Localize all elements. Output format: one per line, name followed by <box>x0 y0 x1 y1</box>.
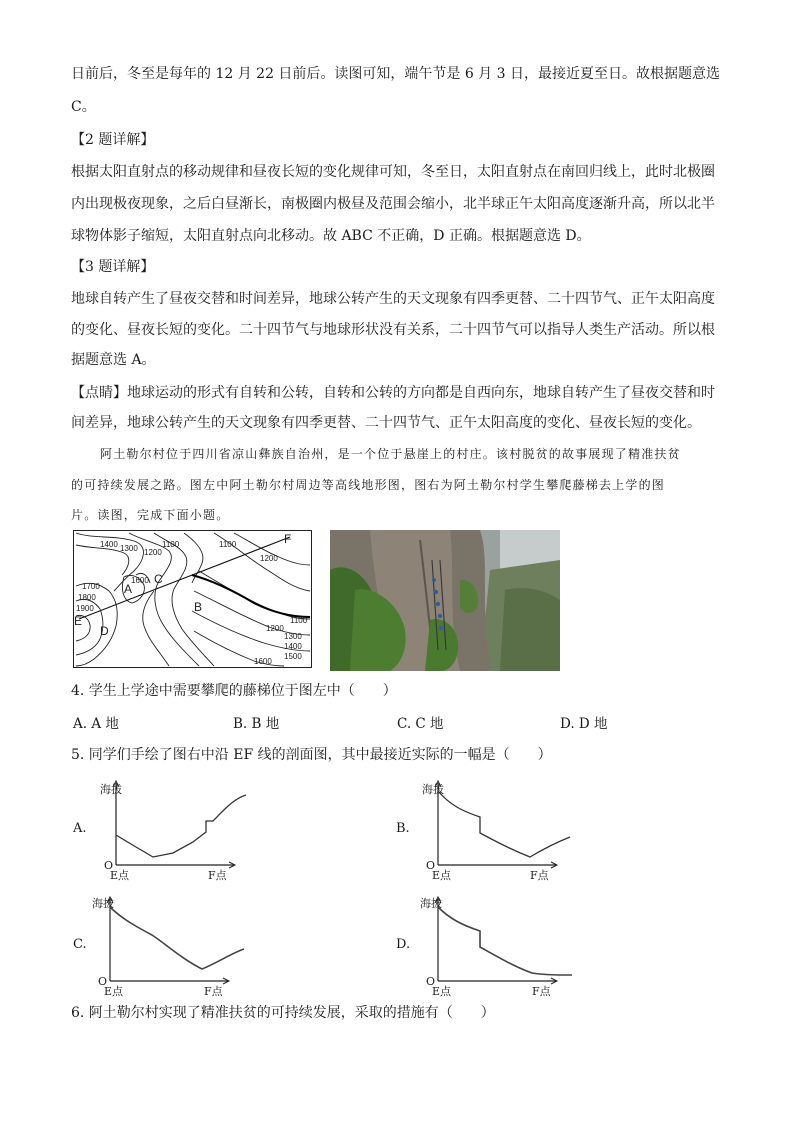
tip-line <box>71 383 715 403</box>
contour-label: 1300 <box>120 544 138 553</box>
answer-option[interactable]: C. <box>73 937 87 952</box>
contour-label: 1900 <box>76 604 94 613</box>
axis-label: E点 <box>104 985 124 998</box>
axis-label: F点 <box>530 869 549 882</box>
contour-label: 1600 <box>254 657 272 666</box>
axis-label: 海拔 <box>420 897 442 910</box>
axis-label: F点 <box>204 985 223 998</box>
answer-option[interactable]: A. <box>73 821 87 836</box>
axis-label: 海拔 <box>100 783 122 796</box>
point-label: A <box>124 582 133 596</box>
contour-label: 1200 <box>260 554 278 563</box>
answer-option[interactable]: B. B 地 <box>233 716 280 732</box>
text-line: 内出现极夜现象，之后白昼渐长，南极圈内极昼及范围会缩小，北半球正午太阳高度逐渐升高，所以北半 <box>71 196 715 212</box>
axis-label: E点 <box>432 869 452 882</box>
axis-label: O <box>98 975 108 988</box>
text-line: 据题意选 A。 <box>71 352 156 368</box>
text-line: 球物体影子缩短，太阳直射点向北移动。故 ABC 不正确，D 正确。根据题意选 D。 <box>71 228 591 244</box>
contour-label: 1200 <box>144 548 162 557</box>
answer-option[interactable]: C. C 地 <box>397 716 444 732</box>
text-line: 日前后，冬至是每年的 12 月 22 日前后。读图可知，端午节是 6 月 3 日，最接近夏至日。故根据题意选 <box>71 66 721 82</box>
intro-line: 片。读图，完成下面小题。 <box>71 508 230 522</box>
answer-option[interactable]: D. <box>396 937 411 952</box>
contour-label: 1700 <box>82 582 100 591</box>
axis-label: F点 <box>532 985 551 998</box>
profile-graph-c <box>92 893 232 998</box>
axis-label: 海拔 <box>92 897 114 910</box>
tip-text: 地球运动的形式有自转和公转，自转和公转的方向都是自西向东，地球自转产生了昼夜交替和时 <box>127 385 715 401</box>
text-line: 根据太阳直射点的移动规律和昼夜长短的变化规律可知，冬至日，太阳直射点在南回归线上，此时北极圈 <box>71 164 715 180</box>
text-line: 间差异，地球公转产生的天文现象有四季更替、二十四节气、正午太阳高度的变化、昼夜长短的变化。 <box>71 415 701 431</box>
contour-label: 1500 <box>284 652 302 661</box>
axis-label: O <box>426 859 436 872</box>
contour-map <box>73 530 312 668</box>
axis-label: F点 <box>208 869 227 882</box>
question-stem: 5. 同学们手绘了图右中沿 EF 线的剖面图，其中最接近实际的一幅是（ ） <box>71 747 552 763</box>
section-heading: 【3 题详解】 <box>71 259 155 275</box>
contour-label: 1100 <box>290 616 308 625</box>
cliff-ladder-photo <box>330 530 560 671</box>
axis-label: E点 <box>110 869 130 882</box>
section-heading: 【2 题详解】 <box>71 132 155 148</box>
point-label: E <box>74 614 83 628</box>
contour-label: 1300 <box>284 632 302 641</box>
contour-label: 1800 <box>78 593 96 602</box>
intro-line: 的可持续发展之路。图左中阿土勒尔村周边等高线地形图，图右为阿土勒尔村学生攀爬藤梯去上学的图 <box>71 478 666 492</box>
answer-option[interactable]: A. A 地 <box>73 716 119 732</box>
contour-label: 1600 <box>131 576 149 585</box>
question-stem: 4. 学生上学途中需要攀爬的藤梯位于图左中（ ） <box>71 683 397 699</box>
contour-label: 1400 <box>284 642 302 651</box>
axis-label: E点 <box>432 985 452 998</box>
answer-option[interactable]: D. D 地 <box>560 716 608 732</box>
question-stem: 6. 阿土勒尔村实现了精准扶贫的可持续发展，采取的措施有（ ） <box>71 1005 495 1021</box>
point-label: C <box>154 572 163 586</box>
axis-label: O <box>426 975 436 988</box>
answer-option[interactable]: B. <box>396 821 410 836</box>
profile-graph-b <box>420 777 560 882</box>
tip-label: 【点睛】 <box>71 385 127 401</box>
contour-label: 1100 <box>219 540 237 549</box>
point-label: D <box>100 624 109 638</box>
axis-label: 海拔 <box>422 783 444 796</box>
point-label: B <box>194 600 203 614</box>
contour-label: 1100 <box>162 540 180 549</box>
profile-graph-a <box>98 777 238 882</box>
contour-label: 1200 <box>266 624 284 633</box>
intro-line: 阿土勒尔村位于四川省凉山彝族自治州，是一个位于悬崖上的村庄。该村脱贫的故事展现了精准扶贫 <box>100 447 681 461</box>
text-line: 的变化、昼夜长短的变化。二十四节气与地球形状没有关系，二十四节气可以指导人类生产活动。所以根 <box>71 322 715 338</box>
profile-graph-d <box>420 893 560 998</box>
axis-label: O <box>104 859 114 872</box>
contour-label: 1400 <box>100 540 118 549</box>
text-line: C。 <box>71 99 96 115</box>
text-line: 地球自转产生了昼夜交替和时间差异，地球公转产生的天文现象有四季更替、二十四节气、正午太阳高度 <box>71 291 715 307</box>
point-label: F <box>284 532 292 546</box>
